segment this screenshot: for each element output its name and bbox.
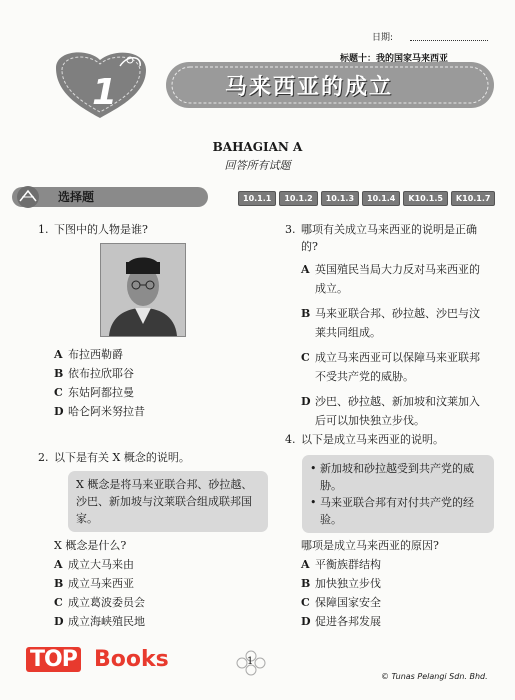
question-1 xyxy=(38,221,248,238)
mcq-label: 选择题 xyxy=(58,190,95,204)
question-prompt: X 概念是什么? xyxy=(54,539,127,552)
chapter-number: 1 xyxy=(92,72,118,113)
topbooks-logo-books: Books xyxy=(94,647,169,672)
option-text: 成立大马来由 xyxy=(68,558,134,571)
option[interactable] xyxy=(54,364,248,383)
question-number: 4. xyxy=(285,433,296,446)
option[interactable] xyxy=(301,574,485,593)
question-3 xyxy=(285,221,485,255)
option[interactable] xyxy=(301,392,485,430)
question-text: 下图中的人物是谁? xyxy=(54,223,148,236)
question-prompt: 哪项是成立马来西亚的原因? xyxy=(301,539,439,552)
option-letter: D xyxy=(301,395,311,408)
option-text: 平衡族群结构 xyxy=(315,558,381,571)
option[interactable] xyxy=(54,593,258,612)
option-text: 成立马来西亚 xyxy=(68,577,134,590)
copyright: © Tunas Pelangi Sdn. Bhd. xyxy=(381,672,488,681)
option-text: 成立海峡殖民地 xyxy=(68,615,145,628)
option-letter: D xyxy=(54,615,64,628)
option-text: 依布拉欣耶谷 xyxy=(68,367,134,380)
question-1-options xyxy=(38,345,248,421)
option-letter: A xyxy=(301,263,310,276)
option[interactable] xyxy=(301,612,485,631)
option-letter: A xyxy=(301,558,310,571)
option[interactable] xyxy=(301,555,485,574)
question-text: 以下是有关 X 概念的说明。 xyxy=(54,451,190,464)
bullet-item: • 马来亚联合邦有对付共产党的经验。 xyxy=(310,494,486,528)
option-letter: D xyxy=(54,405,64,418)
reasons-box xyxy=(302,455,494,533)
question-text: 以下是成立马来西亚的说明。 xyxy=(301,433,444,446)
option[interactable] xyxy=(54,402,248,421)
option-text: 沙巴、砂拉越、新加坡和汶莱加入后可以加快独立步伐。 xyxy=(315,395,480,427)
option-letter: C xyxy=(301,351,310,364)
question-number: 3. xyxy=(285,223,296,236)
option-text: 东姑阿都拉曼 xyxy=(68,386,134,399)
bullet-text: 新加坡和砂拉越受到共产党的威胁。 xyxy=(320,462,474,492)
skill-code: 10.1.3 xyxy=(321,191,359,206)
mcq-tag xyxy=(8,185,208,209)
bullet-item: • 新加坡和砂拉越受到共产党的威胁。 xyxy=(310,460,486,494)
option-letter: C xyxy=(54,386,63,399)
question-text: 哪项有关成立马来西亚的说明是正确的? xyxy=(301,223,477,253)
option-letter: B xyxy=(54,577,64,590)
question-4-options xyxy=(285,555,485,631)
option[interactable] xyxy=(301,593,485,612)
option[interactable] xyxy=(54,383,248,402)
date-label: 日期: xyxy=(372,33,394,43)
option-letter: A xyxy=(54,558,63,571)
option[interactable] xyxy=(54,574,258,593)
option-letter: A xyxy=(54,348,63,361)
section-instruction: 回答所有试题 xyxy=(224,159,291,172)
option-text: 成立葛波委员会 xyxy=(68,596,145,609)
option-text: 英国殖民当局大力反对马来西亚的成立。 xyxy=(315,263,480,295)
skill-code: K10.1.7 xyxy=(451,191,496,206)
portrait-photo xyxy=(100,243,186,337)
chapter-title: 马来西亚的成立 xyxy=(225,75,394,100)
option[interactable] xyxy=(54,345,248,364)
option-letter: C xyxy=(301,596,310,609)
option-letter: B xyxy=(54,367,64,380)
question-2-options xyxy=(38,555,258,631)
option[interactable] xyxy=(54,612,258,631)
option-letter: D xyxy=(301,615,311,628)
option-text: 成立马来西亚可以保障马来亚联邦不受共产党的威胁。 xyxy=(315,351,480,383)
option-text: 布拉西勒爵 xyxy=(68,348,123,361)
option-letter: C xyxy=(54,596,63,609)
question-3-options xyxy=(285,260,485,430)
section-title: BAHAGIAN A xyxy=(212,140,303,154)
skill-code: 10.1.4 xyxy=(362,191,400,206)
skill-code: 10.1.2 xyxy=(279,191,317,206)
option-text: 保障国家安全 xyxy=(315,596,381,609)
skill-code: 10.1.1 xyxy=(238,191,276,206)
question-2 xyxy=(38,449,258,466)
option-text: 促进各邦发展 xyxy=(315,615,381,628)
option-letter: B xyxy=(301,577,311,590)
option[interactable] xyxy=(54,555,258,574)
option[interactable] xyxy=(301,304,485,342)
option-text: 马来亚联合邦、砂拉越、沙巴与汶莱共同组成。 xyxy=(315,307,480,339)
concept-box: X 概念是将马来亚联合邦、砂拉越、沙巴、新加坡与汶莱联合组成联邦国家。 xyxy=(68,471,268,532)
date-line xyxy=(410,40,488,41)
option-letter: B xyxy=(301,307,311,320)
option[interactable] xyxy=(301,348,485,386)
skill-code: K10.1.5 xyxy=(403,191,448,206)
page-number: 1 xyxy=(247,656,254,667)
bullet-text: 马来亚联合邦有对付共产党的经验。 xyxy=(320,496,474,526)
skill-codes xyxy=(238,191,495,206)
option[interactable] xyxy=(301,260,485,298)
question-number: 1. xyxy=(38,223,49,236)
subtopic-label: 标题十：我的国家马来西亚 xyxy=(340,54,449,64)
question-4 xyxy=(285,431,485,448)
option-text: 加快独立步伐 xyxy=(315,577,381,590)
question-number: 2. xyxy=(38,451,49,464)
option-text: 哈仑阿米努拉昔 xyxy=(68,405,145,418)
topbooks-logo-top: TOP xyxy=(26,647,81,672)
